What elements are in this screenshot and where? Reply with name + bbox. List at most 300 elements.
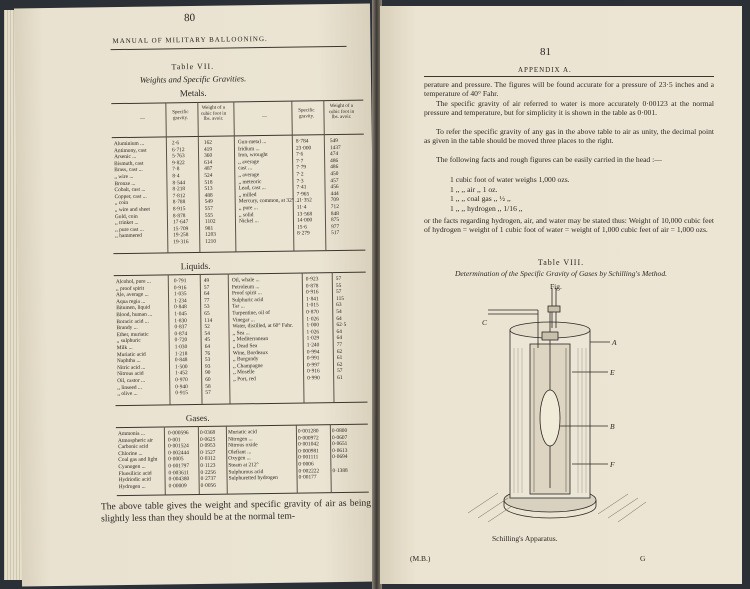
table-cell: 1·240 [306, 342, 320, 349]
table-cell: Sulphurous acid [228, 468, 264, 476]
table-cell: 45 [204, 337, 211, 344]
table-cell: 1·500 [174, 363, 188, 371]
table-cell: 486 [330, 157, 339, 164]
table-cell: Blood, human ... [116, 311, 153, 319]
table-cell: Tar ... [232, 303, 245, 310]
table-cell: 524 [204, 172, 213, 179]
table-cell: Nickel ... [238, 218, 259, 225]
table-cell: Ale, average ... [115, 291, 149, 299]
table-cell: 0·001524 [168, 443, 189, 450]
table-cell: 61 [336, 355, 343, 362]
table-cell: 7·3 [296, 178, 304, 185]
table-cell: 981 [205, 225, 214, 232]
table-row [450, 185, 710, 195]
para-1: perature and pressure. The figures will be found accurate for a pressure of 23·5 inches and a temperature of 40° Fahr. [424, 80, 714, 99]
table-row [229, 474, 369, 483]
table-cell: 57 [337, 368, 343, 375]
table-cell: 1 ,, ,, hydrogen ,, 1/16 ,, [450, 203, 523, 213]
table-cell: 457 [330, 177, 339, 184]
table-cell: 1 ,, ,, air ,, 1 oz. [450, 184, 498, 194]
table-cell: 15·6 [297, 224, 307, 231]
table-cell: 8·788 [172, 199, 186, 206]
table-cell: 23·000 [295, 144, 312, 152]
table-cell: 557 [204, 205, 213, 212]
table-cell: 0·0625 [199, 436, 216, 443]
table-cell: 8·279 [297, 230, 310, 237]
table-cell: 1·234 [174, 297, 187, 305]
table-cell: 0·916 [305, 289, 319, 296]
table-cell: 52 [204, 323, 210, 331]
table-cell: ,, linseed ... [117, 384, 143, 391]
table-cell: Boracic acid ... [116, 318, 149, 325]
table-row [119, 482, 225, 490]
table-cell: ,, meteoric [238, 178, 262, 185]
table-cell: 64 [336, 328, 342, 335]
table-cell: ,, solid [238, 211, 254, 218]
table-cell: 1·035 [173, 291, 187, 298]
table-vii-title: Table VII. [171, 61, 215, 72]
table-cell: 7·812 [172, 192, 186, 200]
table-cell: Nitrogen ... [227, 435, 253, 443]
table-viii-subtitle: Determination of the Specific Gravity of Gases by Schilling's Method. [454, 269, 668, 278]
table-cell: 977 [331, 223, 340, 230]
table-cell: 0·0694 [332, 454, 348, 461]
metals-bottom-rule [113, 250, 365, 255]
table-cell: 0·915 [175, 390, 188, 397]
table-cell: 0·720 [174, 337, 188, 344]
table-cell: 709 [330, 197, 339, 204]
table-cell: 1210 [205, 238, 217, 245]
table-cell: Ether, muriatic [116, 331, 149, 338]
table-cell: 0·0613 [332, 447, 348, 454]
table-cell: Sulphuretted hydrogen [228, 475, 278, 482]
table-cell: 1·000 [306, 322, 320, 329]
table-cell: 1·218 [174, 350, 188, 357]
table-row [117, 390, 227, 398]
table-cell: Oxygen ... [228, 455, 251, 462]
table-cell: 487 [204, 166, 213, 173]
table-cell: 0·0368 [199, 429, 216, 436]
table-cell: 1102 [204, 218, 216, 225]
table-cell: Water, distilled, at 60° Fahr. [232, 322, 293, 330]
table-cell: 62 [336, 348, 343, 355]
right-page-number: 81 [540, 46, 551, 58]
label-f: F [610, 460, 615, 469]
table-cell: 62 [336, 361, 343, 368]
table-cell: Bismuth, cast [114, 160, 144, 167]
table-cell: Aluminium ... [113, 140, 145, 148]
table-row [239, 230, 365, 238]
table-cell: 0·004380 [168, 476, 190, 483]
table-cell: 0·870 [306, 309, 319, 316]
table-cell: Proof spirit ... [231, 290, 262, 297]
table-cell: 1·026 [306, 329, 320, 336]
table-cell: 7·41 [296, 184, 307, 191]
table-cell: Copper, cast ... [114, 193, 147, 200]
table-cell: 8·218 [172, 186, 186, 193]
table-vii-subtitle: Weights and Specific Gravities. [139, 73, 247, 85]
metals-col-wt: Weight of a cubic foot in lbs. avoir. [200, 105, 227, 122]
table-cell: ,, Dead Sea [232, 343, 258, 350]
table-cell: 53 [204, 304, 210, 311]
table-cell: ,, Mediterranean [232, 336, 269, 343]
table-cell: 0·878 [305, 282, 319, 290]
table-cell: 114 [204, 317, 213, 324]
table-row [450, 194, 710, 204]
table-cell: ,, average [238, 172, 260, 179]
table-cell: 0·1123 [200, 462, 216, 469]
table-cell: 0·0312 [200, 456, 216, 463]
table-cell: 14·000 [296, 217, 313, 224]
table-cell: 0·000981 [298, 448, 319, 455]
table-cell: 488 [204, 192, 213, 199]
metals-col-wt-2: Weight of a cubic foot in lbs. avoir. [328, 103, 355, 121]
gases-heading: Gases. [185, 412, 210, 424]
table-cell: 58 [205, 383, 211, 390]
table-cell: 77 [336, 341, 343, 348]
facts-list [450, 175, 710, 213]
table-cell: ,, wire ... [114, 173, 134, 181]
table-cell: ,, Moselle [233, 369, 255, 376]
liquids-heading: Liquids. [180, 260, 211, 272]
table-cell: 0·003611 [168, 469, 189, 476]
label-c: C [482, 318, 488, 327]
table-cell: 54 [336, 308, 342, 316]
table-cell: 0·994 [306, 348, 320, 355]
liquids-table-right [232, 276, 367, 383]
table-cell: Naphtha ... [116, 357, 141, 365]
para-4: The following facts and rough figures can be easily carried in the head :— [436, 155, 662, 164]
table-cell: Arsenic ... [114, 154, 137, 161]
table-cell: 76 [204, 350, 211, 357]
table-cell: Chlorine ... [118, 450, 143, 457]
table-cell: ,, pure cast ... [115, 226, 144, 233]
table-cell: Alcohol, pure ... [115, 278, 151, 286]
table-cell: ,, coin [114, 200, 129, 207]
table-cell: 0·001797 [168, 463, 190, 470]
table-cell: 93 [204, 363, 211, 370]
table-cell: 9·822 [172, 159, 185, 167]
table-cell: 17·647 [172, 219, 189, 226]
table-cell: 513 [204, 185, 213, 193]
table-cell: 0·0056 [200, 482, 216, 489]
left-page-number: 80 [184, 11, 196, 25]
table-cell: ,, Burgundy [232, 356, 259, 363]
table-cell: 0·001042 [298, 441, 319, 448]
label-e: E [610, 368, 615, 377]
table-cell: Fluosilicic acid [118, 470, 152, 477]
table-cell: 63 [336, 302, 342, 309]
table-cell: 0·916 [173, 284, 187, 291]
table-cell: Mercury, common, at 32° ... [238, 197, 300, 205]
table-cell: Sulphuric acid [232, 296, 264, 304]
table-cell: 444 [330, 190, 339, 197]
table-cell: Atmospheric air [117, 437, 153, 444]
table-cell: 57 [335, 289, 342, 296]
table-cell: Cyanogen ... [118, 463, 146, 471]
table-cell: 90 [205, 370, 211, 377]
table-cell: 8·544 [172, 179, 186, 186]
table-cell: 65 [204, 310, 210, 317]
table-cell: Bronze ... [114, 180, 136, 187]
table-cell: 64 [203, 291, 210, 298]
label-b: B [610, 422, 615, 431]
table-row [450, 204, 710, 214]
table-cell: 0·837 [174, 324, 188, 331]
table-cell: 13·568 [296, 210, 313, 218]
table-cell: 0·874 [174, 330, 188, 338]
table-cell: Ammonia ... [117, 430, 145, 438]
label-a: A [612, 338, 617, 347]
metals-table-left [114, 139, 233, 246]
table-cell: Hydriodic acid [118, 476, 151, 484]
table-cell: Steam at 212° [228, 462, 259, 469]
table-cell: 0·000596 [167, 430, 189, 437]
table-cell: Nitrous oxide [228, 442, 258, 449]
table-cell: 0·00177 [298, 474, 317, 481]
metals-heading: Metals. [179, 87, 207, 99]
table-cell: 0·001 [167, 436, 181, 443]
metals-table-right [238, 138, 365, 239]
table-cell: Carbonic acid [118, 443, 149, 451]
table-cell: 7·965 [296, 191, 310, 198]
table-cell: 0·002444 [168, 449, 189, 457]
table-cell: 7·79 [296, 164, 307, 171]
table-cell: Gun-metal ... [237, 139, 267, 146]
table-cell: 0·991 [306, 355, 320, 362]
liquids-table-left [116, 278, 228, 398]
table-cell: 1·030 [174, 344, 188, 351]
table-cell: 0·001111 [298, 454, 319, 461]
table-cell: 8·4 [172, 173, 180, 180]
table-cell: Petroleum ... [231, 283, 260, 291]
table-cell: 53 [204, 356, 211, 364]
table-cell: 486 [330, 164, 339, 171]
table-cell: Oil, castor ... [117, 377, 146, 385]
table-cell: Hydrogen ... [118, 483, 146, 490]
table-cell: Brandy ... [116, 324, 138, 332]
metals-col-sg: Specific gravity. [172, 110, 189, 121]
table-cell: 8·915 [172, 206, 186, 213]
table-cell: ,, average [238, 158, 260, 166]
table-cell: 517 [331, 230, 340, 237]
table-cell: 1 ,, ,, coal gas ,, ½ ,, [450, 194, 511, 203]
table-cell: Wine, Bordeaux [232, 349, 268, 357]
table-cell: 57 [335, 275, 342, 283]
table-cell: 7·7 [296, 158, 304, 165]
table-cell: 0·940 [175, 383, 188, 390]
table-cell: 7·6 [296, 151, 304, 158]
table-cell: 64 [336, 335, 343, 342]
table-cell: ,, wire and sheet [114, 206, 151, 214]
para-5: or the facts regarding hydrogen, air, and water may be stated thus: Weight of 10,000 cubic feet of hydrogen = weight of 1 cubic foot of water = weight of 1,000 cubic feet of air = 1,000 ozs. [424, 216, 714, 235]
left-running-head: MANUAL OF MILITARY BALLOONING. [112, 34, 268, 46]
table-cell: Nitric acid ... [116, 364, 146, 371]
right-head-rule [424, 76, 714, 77]
table-cell: 1·026 [306, 315, 319, 323]
table-cell: 49 [203, 277, 210, 284]
head-rule [111, 46, 347, 50]
table-cell: ,, trinket ... [114, 219, 139, 227]
table-cell: 0·00009 [168, 482, 187, 490]
table-cell: 115 [336, 295, 344, 302]
table-cell: 8·878 [172, 212, 186, 219]
table-cell: 19·316 [173, 239, 189, 246]
table-cell: 7·2 [296, 171, 304, 178]
table-cell: 2·6 [171, 140, 180, 147]
table-cell: 62·5 [336, 322, 347, 329]
table-cell: 0·0800 [331, 427, 348, 435]
right-running-head: APPENDIX A. [518, 66, 572, 74]
table-cell: 0·923 [305, 276, 319, 283]
table-cell: 456 [330, 184, 339, 191]
table-cell: 1 cubic foot of water weighs 1,000 ozs. [450, 175, 570, 184]
table-cell: 61 [337, 374, 343, 381]
table-cell: Cobalt, cast ... [114, 186, 146, 194]
liquids-bottom-rule [116, 402, 368, 407]
table-cell: 0·916 [307, 368, 320, 375]
table-cell: 55 [335, 282, 342, 289]
table-cell: 77 [204, 297, 210, 304]
table-cell: 0·791 [173, 278, 187, 285]
right-page [380, 6, 742, 584]
table-cell: Gold, coin [114, 213, 138, 220]
table-cell: Antimony, cast [113, 147, 147, 154]
table-cell: cast ... [238, 165, 253, 172]
table-cell: 64 [204, 343, 211, 350]
table-cell: Vinegar ... [232, 316, 255, 324]
table-cell: 419 [203, 146, 213, 153]
table-cell: 0·990 [307, 375, 320, 382]
signature-letter: G [640, 554, 646, 563]
table-cell: Iron, wrought [238, 152, 268, 159]
table-cell: 1·029 [306, 335, 320, 342]
table-cell: Oil, whale ... [231, 277, 260, 284]
table-cell: Iridium ... [237, 145, 260, 152]
metals-col-name-2: — [261, 114, 268, 121]
table-cell: 0·0005 [168, 456, 184, 463]
table-cell: 7·8 [172, 166, 180, 173]
table-cell: ,, pure ... [238, 205, 258, 212]
table-cell: Lead, cast ... [238, 185, 266, 192]
table-cell: 8·784 [295, 138, 309, 145]
table-cell: 162 [203, 139, 213, 146]
table-cell: 1·841 [306, 296, 319, 303]
fig-label: Fig. [550, 282, 562, 291]
table-cell: 11·352 [296, 197, 312, 204]
closing-text: The above table gives the weight and specific gravity of air as being slightly less than they should be at the normal tem- [100, 498, 371, 525]
table-row [233, 375, 367, 383]
table-cell: ,, olive ... [117, 390, 138, 398]
table-cell: 0·0006 [298, 461, 314, 468]
table-cell: 0·1388 [332, 467, 348, 474]
table-cell: ,, milled [238, 191, 257, 199]
table-row [450, 175, 710, 185]
table-cell: Turpentine, oil of [232, 309, 270, 317]
table-cell: 614 [204, 159, 213, 166]
table-cell: Coal gas and light [118, 456, 158, 464]
table-cell: 450 [330, 170, 339, 178]
vline [233, 101, 236, 251]
table-cell: 360 [204, 152, 213, 160]
table-cell: 0·001280 [297, 428, 319, 435]
table-cell: 518 [204, 179, 213, 186]
table-cell: 1·452 [175, 370, 188, 377]
table-cell: 57 [203, 284, 210, 291]
table-cell: 1·830 [174, 317, 187, 324]
table-cell: ,, hammered [115, 233, 143, 240]
table-cell: 64 [336, 315, 342, 322]
table-cell: 875 [330, 217, 340, 224]
table-cell: 0·0651 [332, 441, 348, 448]
table-cell: 54 [204, 330, 210, 337]
table-cell: Muriatic acid [116, 351, 146, 358]
signature-mark: (M.B.) [410, 554, 431, 563]
table-cell: 0·970 [175, 377, 188, 384]
para-3: To refer the specific gravity of any gas in the above table to air as unity, the decimal point as given in the table should be moved three places to the right. [424, 127, 714, 146]
left-page [14, 4, 378, 587]
table-cell: 57 [205, 389, 211, 396]
table-cell: 555 [204, 212, 214, 219]
metals-col-sg-2: Specific gravity. [298, 108, 315, 120]
table-cell: 0·2737 [200, 475, 216, 483]
table-cell: 1·045 [174, 311, 187, 318]
table-cell: ,, sulphuric [116, 338, 141, 345]
table-cell: 1203 [205, 232, 216, 239]
table-cell: 549 [204, 199, 213, 206]
table-cell: Bitumen, liquid [116, 305, 151, 312]
table-cell: 0·848 [174, 357, 188, 364]
table-cell: 474 [330, 151, 339, 158]
table-cell: 5·763 [172, 153, 185, 160]
table-cell: 0·0607 [331, 434, 348, 441]
gases-table-left [118, 430, 225, 491]
table-cell: Milk ... [116, 344, 133, 352]
table-cell: 1437 [329, 144, 341, 151]
metals-col-name: — [140, 116, 146, 122]
table-cell: 1·015 [306, 302, 319, 309]
gases-bottom-rule [117, 492, 369, 497]
table-cell: ,, Sea ... [232, 330, 250, 337]
table-cell: 712 [330, 203, 339, 211]
table-cell: 0·848 [174, 304, 187, 311]
table-cell: 60 [205, 376, 211, 383]
table-cell: 15·709 [173, 225, 189, 233]
table-cell: 0·2256 [200, 469, 216, 476]
vline [228, 274, 231, 404]
table-cell: ,, Port, red [233, 376, 256, 383]
gases-table-right [228, 428, 369, 483]
table-cell: Aqua regia ... [116, 298, 146, 305]
table-cell: ,, proof spirit [115, 285, 145, 292]
table-cell: 0·002222 [298, 467, 320, 475]
table-cell: 6·712 [171, 146, 185, 153]
table-cell: 0·0953 [200, 442, 216, 450]
figure-caption: Schilling's Apparatus. [492, 534, 558, 543]
table-cell: Nitrous acid [117, 371, 144, 378]
table-viii-title: Table VIII. [537, 258, 585, 267]
table-cell: 549 [329, 138, 338, 145]
table-cell: Brass, cast ... [114, 167, 143, 174]
table-cell: 19·258 [173, 232, 189, 239]
table-cell: 848 [330, 210, 340, 217]
table-cell: Olefiant ... [228, 449, 252, 456]
schilling-apparatus-illustration [468, 288, 668, 528]
table-cell: 11·4 [296, 204, 307, 211]
table-cell: ,, Champagne [232, 362, 263, 370]
table-cell: 0·000972 [297, 434, 319, 442]
para-2: The specific gravity of air referred to water is more accurately 0·00123 at the normal pressure and temperature, but for simplicity it is shown in the table as 0·001. [424, 99, 714, 118]
